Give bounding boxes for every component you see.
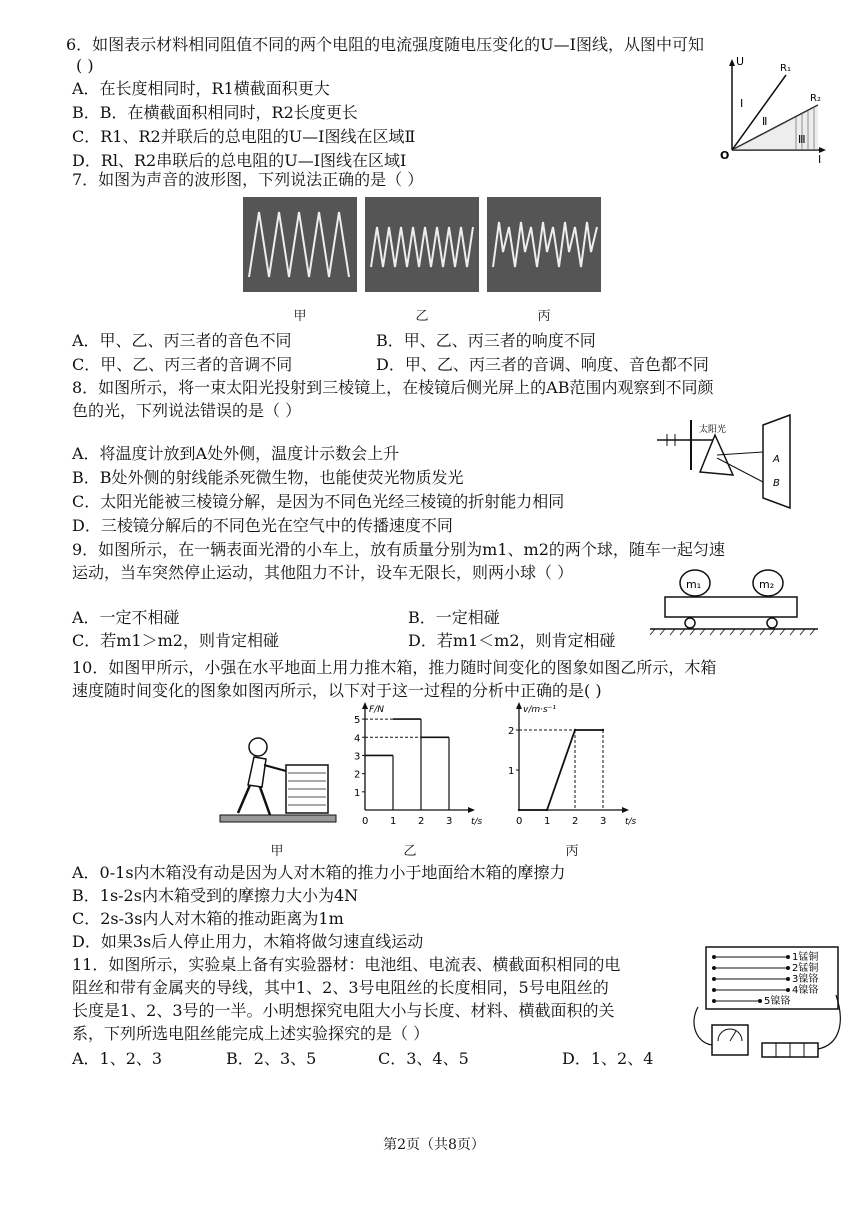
- q11-option-c: C．3、4、5: [378, 1049, 469, 1068]
- q11-option-d: D．1、2、4: [562, 1049, 654, 1068]
- x-axis-label: t/s: [625, 817, 637, 827]
- q11-option-b: B．2、3、5: [226, 1049, 317, 1068]
- q10-label-bing: 丙: [565, 844, 579, 859]
- q8-option-c: C．太阳光能被三棱镜分解，是因为不同色光经三棱镜的折射能力相同: [72, 492, 565, 511]
- x-tick-label: 2: [418, 816, 425, 827]
- q7-label-jia: 甲: [293, 309, 307, 324]
- wire-5-label: 5镍铬: [764, 996, 791, 1007]
- q11-stem-line4: 系，下列所选电阻丝能完成上述实验探究的是（ ）: [72, 1024, 430, 1043]
- wire-1-label: 1锰铜: [792, 952, 819, 963]
- ball-m2-label: m₂: [759, 578, 775, 591]
- y-axis-arrow: [362, 702, 368, 709]
- q6-option-d: D．Rl、R2串联后的总电阻的U—I图线在区域Ⅰ: [72, 151, 407, 170]
- waveform-yi: [365, 197, 479, 292]
- q7-stem: 7．如图为声音的波形图，下列说法正确的是（ ）: [72, 170, 424, 189]
- q10-label-yi: 乙: [403, 844, 417, 859]
- cart-body: [665, 597, 797, 617]
- q9-option-c: C．若m1＞m2，则肯定相碰: [72, 631, 279, 650]
- sunlight-label: 太阳光: [699, 425, 727, 435]
- y-axis-arrow: [516, 702, 522, 709]
- point-b-label: B: [773, 478, 780, 489]
- q6-option-a: A．在长度相同时，R1横截面积更大: [72, 79, 330, 98]
- q9-stem-line2: 运动，当车突然停止运动，其他阻力不计，设车无限长，则两小球（ ）: [72, 563, 574, 582]
- q10-push-figure: [218, 735, 338, 830]
- q10-option-a: A．0-1s内木箱没有动是因为人对木箱的推力小于地面给木箱的摩擦力: [72, 863, 566, 882]
- region-2-label: Ⅱ: [762, 115, 768, 128]
- prism: [700, 435, 733, 475]
- x-tick-label: 2: [572, 816, 579, 827]
- region-1-label: Ⅰ: [740, 97, 744, 110]
- q6-paren: ( ): [76, 56, 94, 75]
- q10-label-jia: 甲: [270, 844, 284, 859]
- q8-option-d: D．三棱镜分解后的不同色光在空气中的传播速度不同: [72, 516, 453, 535]
- region-3-label: Ⅲ: [798, 133, 806, 146]
- q8-option-b: B．B处外侧的射线能杀死微生物，也能使荧光物质发光: [72, 468, 464, 487]
- velocity-line: [519, 730, 603, 810]
- y-tick-label: 5: [354, 715, 361, 727]
- waveform-jia: [243, 197, 357, 292]
- q8-stem-line1: 8．如图所示，将一束太阳光投射到三棱镜上，在棱镜后侧光屏上的AB范围内观察到不同颜: [72, 378, 714, 397]
- q6-stem: 6．如图表示材料相同阻值不同的两个电阻的电流强度随电压变化的U—I图线，从图中可知: [66, 35, 704, 54]
- q7-label-bing: 丙: [537, 309, 551, 324]
- point-a-label: A: [773, 454, 780, 465]
- y-tick-label: 2: [354, 769, 361, 781]
- q7-option-a: A．甲、乙、丙三者的音色不同: [72, 331, 292, 350]
- x-tick-label: 1: [390, 816, 397, 827]
- q10-velocity-time-chart: [487, 700, 637, 830]
- q10-option-d: D．如果3s后人停止用力，木箱将做匀速直线运动: [72, 932, 424, 951]
- waveform-bing: [487, 197, 601, 292]
- q8-stem-line2: 色的光，下列说法错误的是（ ）: [72, 401, 302, 420]
- x-axis-arrow: [468, 807, 475, 813]
- wire-2-label: 2锰铜: [792, 963, 819, 974]
- q8-option-a: A．将温度计放到A处外侧，温度计示数会上升: [72, 444, 400, 463]
- r1-label: R₁: [780, 63, 791, 74]
- q7-waveforms: [243, 197, 603, 294]
- velocity-point-1: [518, 809, 520, 811]
- q9-option-d: D．若m1＜m2，则肯定相碰: [408, 631, 616, 650]
- q11-stem-line3: 长度是1、2、3号的一半。小明想探究电阻大小与长度、材料、横截面积的关: [72, 1001, 615, 1020]
- x-axis-label: t/s: [471, 817, 483, 827]
- y-tick-label: 1: [354, 787, 361, 799]
- q10-option-c: C．2s-3s内人对木箱的推动距离为1m: [72, 909, 344, 928]
- y-tick-label: 4: [354, 733, 361, 745]
- q9-option-a: A．一定不相碰: [72, 608, 180, 627]
- q7-option-c: C．甲、乙、丙三者的音调不同: [72, 355, 293, 374]
- ball-m1-label: m₁: [686, 578, 702, 591]
- origin-label: O: [720, 149, 730, 162]
- y-axis-label: F/N: [369, 705, 384, 715]
- wire-3-label: 3镍铬: [792, 974, 819, 985]
- x-tick-label: 3: [600, 816, 607, 827]
- q6-ui-graph: [718, 55, 830, 165]
- q10-force-time-chart: [333, 700, 483, 830]
- q11-stem-line2: 阻丝和带有金属夹的导线，其中1、2、3号电阻丝的长度相同，5号电阻丝的: [72, 978, 609, 997]
- velocity-point-2: [546, 809, 548, 811]
- q9-stem-line1: 9．如图所示，在一辆表面光滑的小车上，放有质量分别为m1、m2的两个球，随车一起匀速: [72, 540, 725, 559]
- q11-resistance-board: [688, 945, 846, 1070]
- page-footer: 第2页（共8页）: [383, 1137, 485, 1153]
- x-axis-arrow: [622, 807, 629, 813]
- wire-4-label: 4镍铬: [792, 985, 819, 996]
- q7-option-d: D．甲、乙、丙三者的音调、响度、音色都不同: [376, 355, 709, 374]
- q10-option-b: B．1s-2s内木箱受到的摩擦力大小为4N: [72, 886, 359, 905]
- q8-prism-figure: [655, 410, 805, 510]
- q11-option-a: A．1、2、3: [72, 1049, 163, 1068]
- q7-option-b: B．甲、乙、丙三者的响度不同: [376, 331, 596, 350]
- q7-label-yi: 乙: [415, 309, 429, 324]
- y-axis-label: v/m·s⁻¹: [523, 705, 557, 715]
- y-tick-label: 3: [354, 751, 361, 763]
- x-tick-label: 1: [544, 816, 551, 827]
- x-tick-label: 0: [516, 816, 523, 827]
- q9-option-b: B．一定相碰: [408, 608, 500, 627]
- x-tick-label: 0: [362, 816, 369, 827]
- q10-stem-line2: 速度随时间变化的图象如图丙所示，以下对于这一过程的分析中正确的是( ): [72, 681, 602, 700]
- x-tick-label: 3: [446, 816, 453, 827]
- y-tick-label: 1: [508, 766, 515, 777]
- q11-stem-line1: 11．如图所示，实验桌上备有实验器材：电池组、电流表、横截面积相同的电: [72, 955, 621, 974]
- q9-cart-figure: [650, 565, 820, 643]
- q6-option-b: B．B．在横截面积相同时，R2长度更长: [72, 103, 358, 122]
- y-tick-label: 2: [508, 726, 515, 737]
- q10-stem-line1: 10．如图甲所示，小强在水平地面上用力推木箱，推力随时间变化的图象如图乙所示，木箱: [72, 658, 717, 677]
- i-axis-label: I: [818, 153, 822, 165]
- r2-label: R₂: [810, 93, 821, 104]
- u-axis-label: U: [736, 55, 745, 68]
- q6-option-c: C．R1、R2并联后的总电阻的U—I图线在区域Ⅱ: [72, 127, 416, 146]
